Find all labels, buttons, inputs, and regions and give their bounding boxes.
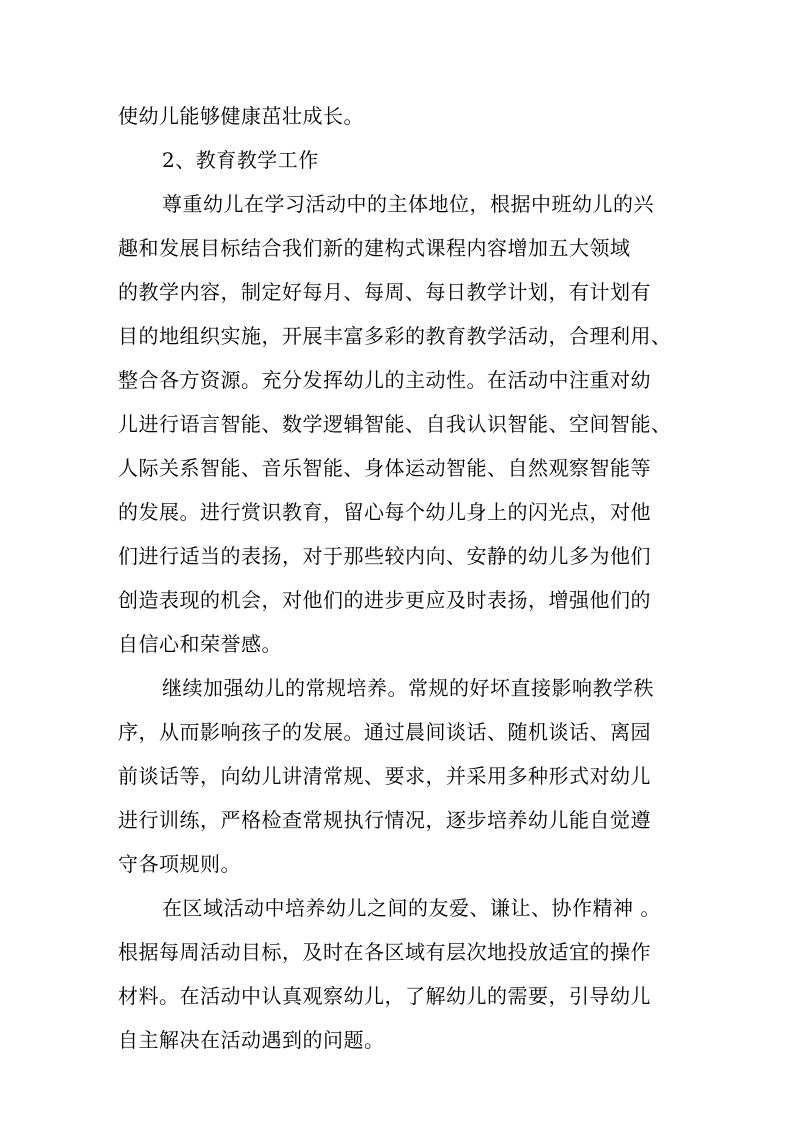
text-line-14: 继续加强幼儿的常规培养。常规的好坏直接影响教学秩 xyxy=(162,676,654,700)
text-line-21: 材料。在活动中认真观察幼儿，了解幼儿的需要，引导幼儿 xyxy=(118,984,651,1008)
text-line-15: 序，从而影响孩子的发展。通过晨间谈话、随机谈话、离园 xyxy=(118,720,651,744)
text-line-17: 进行训练，严格检查常规执行情况，逐步培养幼儿能自觉遵 xyxy=(118,808,651,832)
text-line-6: 目的地组织实施，开展丰富多彩的教育教学活动，合理利用、 xyxy=(118,324,672,348)
text-line-3: 尊重幼儿在学习活动中的主体地位，根据中班幼儿的兴 xyxy=(162,192,654,216)
section-heading: 2、教育教学工作 xyxy=(162,148,319,172)
text-line-12: 创造表现的机会，对他们的进步更应及时表扬，增强他们的 xyxy=(118,588,651,612)
text-line-19: 在区域活动中培养幼儿之间的友爱、谦让、协作精神 。 xyxy=(162,896,661,920)
text-line-9: 人际关系智能、音乐智能、身体运动智能、自然观察智能等 xyxy=(118,456,651,480)
text-line-7: 整合各方资源。充分发挥幼儿的主动性。在活动中注重对幼 xyxy=(118,368,651,392)
text-line-1: 使幼儿能够健康茁壮成长。 xyxy=(118,104,364,128)
text-line-8: 儿进行语言智能、数学逻辑智能、自我认识智能、空间智能、 xyxy=(118,412,672,436)
text-line-5: 的教学内容，制定好每月、每周、每日教学计划，有计划有 xyxy=(118,280,651,304)
text-line-11: 们进行适当的表扬，对于那些较内向、安静的幼儿多为他们 xyxy=(118,544,651,568)
text-line-10: 的发展。进行赏识教育，留心每个幼儿身上的闪光点，对他 xyxy=(118,500,651,524)
text-line-13: 自信心和荣誉感。 xyxy=(118,632,282,656)
text-line-18: 守各项规则。 xyxy=(118,852,241,876)
text-line-4: 趣和发展目标结合我们新的建构式课程内容增加五大领域 xyxy=(118,236,631,260)
text-line-16: 前谈话等，向幼儿讲清常规、要求，并采用多种形式对幼儿 xyxy=(118,764,651,788)
text-line-22: 自主解决在活动遇到的问题。 xyxy=(118,1028,385,1052)
text-line-20: 根据每周活动目标，及时在各区域有层次地投放适宜的操作 xyxy=(118,940,651,964)
